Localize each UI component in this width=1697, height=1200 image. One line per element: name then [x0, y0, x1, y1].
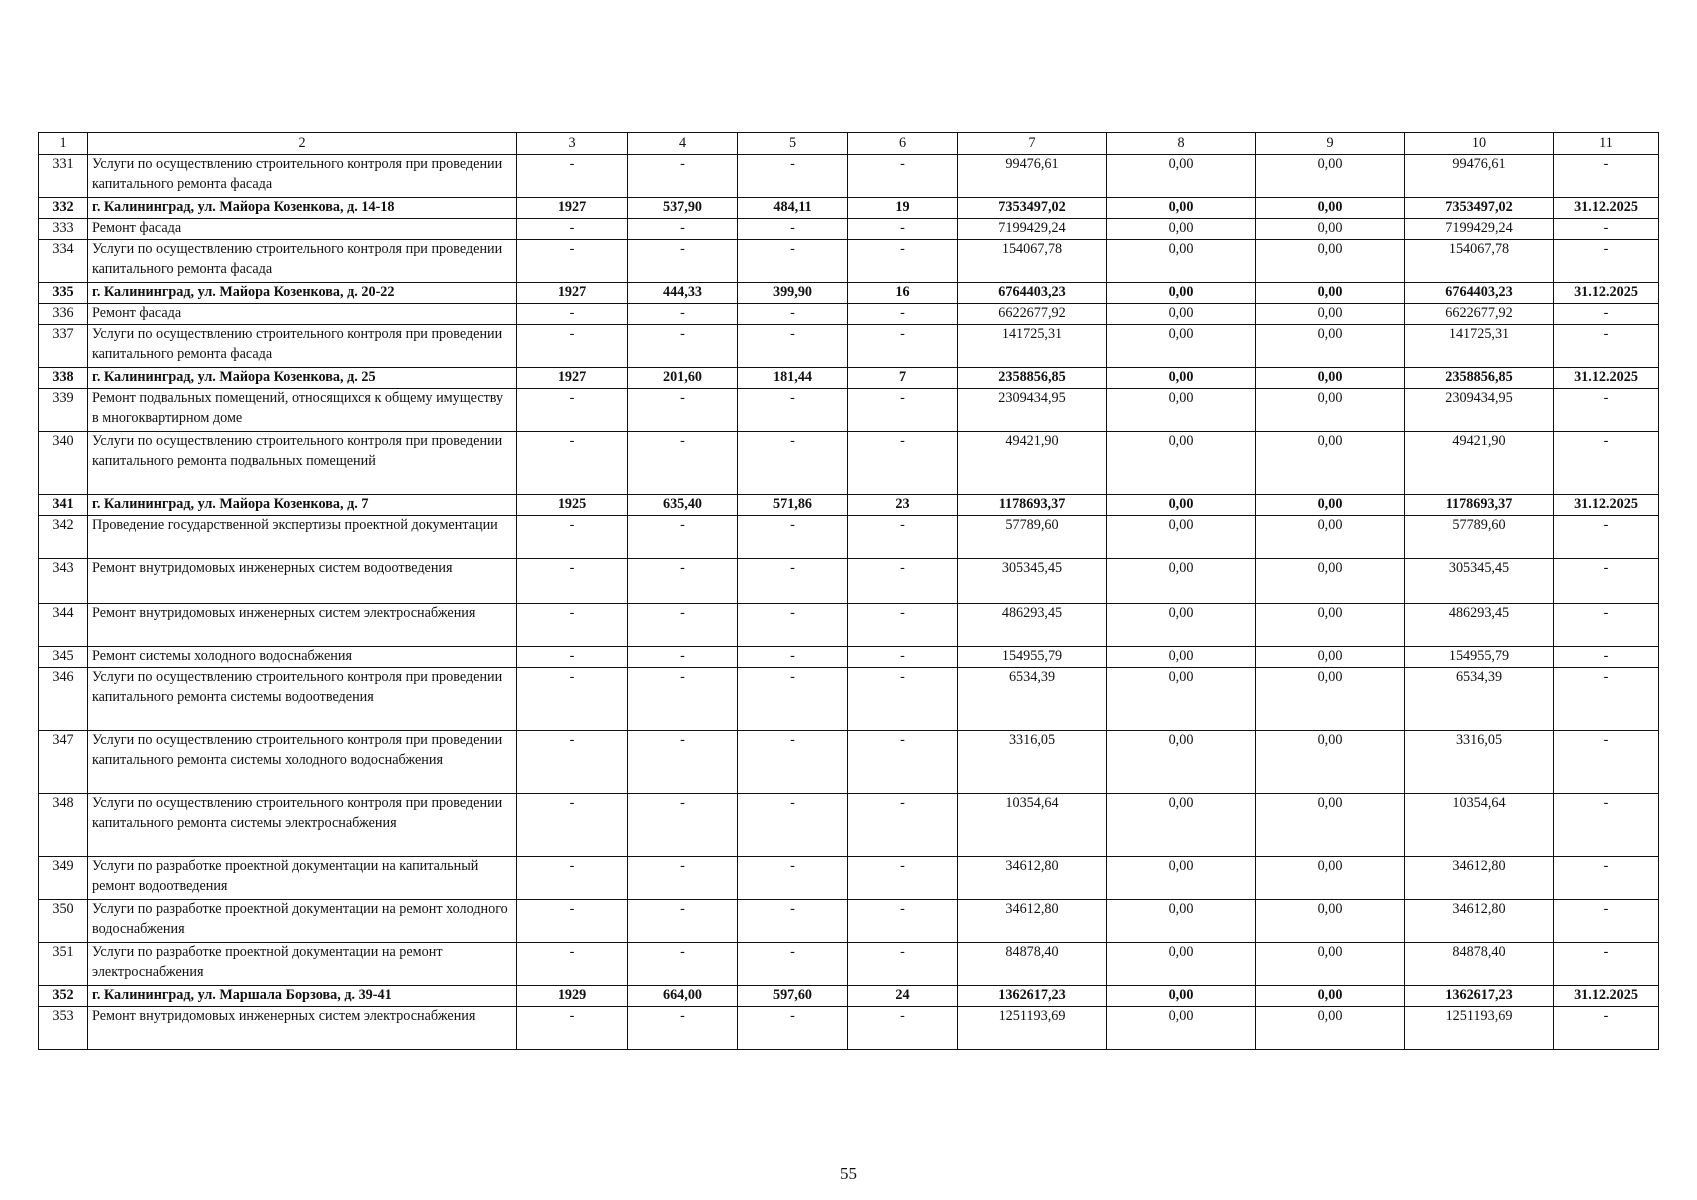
col-4-cell: - [628, 857, 738, 900]
page-number: 55 [840, 1164, 857, 1183]
col-3-cell: - [517, 943, 628, 986]
col-10-cell: 34612,80 [1405, 857, 1554, 900]
col-5-cell: - [738, 559, 848, 604]
col-9-cell: 0,00 [1256, 559, 1405, 604]
col-5-cell: - [738, 325, 848, 368]
col-7-cell: 154067,78 [958, 240, 1107, 283]
col-7-cell: 305345,45 [958, 559, 1107, 604]
table-row [39, 604, 1659, 647]
col-3-cell: - [517, 647, 628, 668]
col-6-cell: - [848, 325, 958, 368]
col-10-cell: 7199429,24 [1405, 219, 1554, 240]
col-7-cell: 10354,64 [958, 794, 1107, 857]
col-8-cell: 0,00 [1107, 943, 1256, 986]
table-row [39, 794, 1659, 857]
column-header: 1 [39, 133, 88, 155]
col-8-cell: 0,00 [1107, 794, 1256, 857]
col-10-cell: 1178693,37 [1405, 495, 1554, 516]
col-4-cell: - [628, 1007, 738, 1050]
col-9-cell: 0,00 [1256, 368, 1405, 389]
col-9-cell: 0,00 [1256, 943, 1405, 986]
row-number-cell: 337 [39, 325, 88, 368]
col-3-cell: - [517, 325, 628, 368]
row-number-cell: 333 [39, 219, 88, 240]
col-4-cell: - [628, 219, 738, 240]
col-7-cell: 6534,39 [958, 668, 1107, 731]
col-3-cell: - [517, 900, 628, 943]
work-name-cell: Ремонт фасада [88, 304, 517, 325]
col-8-cell: 0,00 [1107, 304, 1256, 325]
work-name-cell: Услуги по осуществлению строительного контроля при проведении капитального ремонта подвальных помещений [88, 432, 517, 495]
row-number-cell: 338 [39, 368, 88, 389]
row-number-cell: 346 [39, 668, 88, 731]
col-6-cell: - [848, 1007, 958, 1050]
table-row [39, 647, 1659, 668]
table-row [39, 389, 1659, 432]
col-9-cell: 0,00 [1256, 325, 1405, 368]
row-number-cell: 332 [39, 198, 88, 219]
work-name-cell: Проведение государственной экспертизы проектной документации [88, 516, 517, 559]
col-6-cell: - [848, 559, 958, 604]
col-10-cell: 57789,60 [1405, 516, 1554, 559]
col-4-cell: - [628, 604, 738, 647]
col-8-cell: 0,00 [1107, 283, 1256, 304]
col-11-cell: 31.12.2025 [1554, 368, 1659, 389]
col-7-cell: 6622677,92 [958, 304, 1107, 325]
col-8-cell: 0,00 [1107, 325, 1256, 368]
row-number-cell: 339 [39, 389, 88, 432]
col-5-cell: - [738, 240, 848, 283]
col-8-cell: 0,00 [1107, 986, 1256, 1007]
col-5-cell: - [738, 516, 848, 559]
work-name-cell: Услуги по разработке проектной документации на ремонт холодного водоснабжения [88, 900, 517, 943]
col-11-cell: - [1554, 731, 1659, 794]
col-3-cell: - [517, 389, 628, 432]
col-7-cell: 1178693,37 [958, 495, 1107, 516]
col-7-cell: 7199429,24 [958, 219, 1107, 240]
col-11-cell: 31.12.2025 [1554, 283, 1659, 304]
col-11-cell: - [1554, 604, 1659, 647]
col-8-cell: 0,00 [1107, 155, 1256, 198]
address-row [39, 283, 1659, 304]
col-3-cell: - [517, 857, 628, 900]
row-number-cell: 334 [39, 240, 88, 283]
work-name-cell: Услуги по осуществлению строительного контроля при проведении капитального ремонта системы холодного водоснабжения [88, 731, 517, 794]
table-row [39, 1007, 1659, 1050]
col-3-cell: - [517, 1007, 628, 1050]
col-10-cell: 305345,45 [1405, 559, 1554, 604]
table-row [39, 559, 1659, 604]
address-row [39, 368, 1659, 389]
col-6-cell: 19 [848, 198, 958, 219]
table-row [39, 731, 1659, 794]
col-10-cell: 6534,39 [1405, 668, 1554, 731]
col-4-cell: - [628, 731, 738, 794]
col-7-cell: 34612,80 [958, 857, 1107, 900]
table-row [39, 432, 1659, 495]
work-name-cell: Ремонт внутридомовых инженерных систем водоотведения [88, 559, 517, 604]
col-8-cell: 0,00 [1107, 559, 1256, 604]
col-6-cell: 24 [848, 986, 958, 1007]
col-11-cell: 31.12.2025 [1554, 495, 1659, 516]
col-5-cell: - [738, 219, 848, 240]
col-5-cell: - [738, 155, 848, 198]
col-5-cell: 484,11 [738, 198, 848, 219]
work-name-cell: Ремонт подвальных помещений, относящихся к общему имуществу в многоквартирном доме [88, 389, 517, 432]
col-11-cell: - [1554, 559, 1659, 604]
col-9-cell: 0,00 [1256, 219, 1405, 240]
col-9-cell: 0,00 [1256, 432, 1405, 495]
capital-repair-table [38, 132, 1659, 1050]
col-7-cell: 49421,90 [958, 432, 1107, 495]
col-3-cell: 1927 [517, 283, 628, 304]
col-4-cell: - [628, 304, 738, 325]
col-5-cell: - [738, 604, 848, 647]
col-8-cell: 0,00 [1107, 857, 1256, 900]
work-name-cell: г. Калининград, ул. Майора Козенкова, д. 20-22 [88, 283, 517, 304]
col-6-cell: - [848, 668, 958, 731]
col-7-cell: 3316,05 [958, 731, 1107, 794]
col-9-cell: 0,00 [1256, 647, 1405, 668]
col-3-cell: - [517, 516, 628, 559]
row-number-cell: 345 [39, 647, 88, 668]
column-header: 3 [517, 133, 628, 155]
address-row [39, 986, 1659, 1007]
col-7-cell: 7353497,02 [958, 198, 1107, 219]
col-5-cell: 597,60 [738, 986, 848, 1007]
row-number-cell: 344 [39, 604, 88, 647]
col-3-cell: - [517, 240, 628, 283]
col-10-cell: 154067,78 [1405, 240, 1554, 283]
col-10-cell: 49421,90 [1405, 432, 1554, 495]
col-4-cell: 537,90 [628, 198, 738, 219]
col-5-cell: - [738, 731, 848, 794]
col-3-cell: 1925 [517, 495, 628, 516]
column-header: 9 [1256, 133, 1405, 155]
row-number-cell: 348 [39, 794, 88, 857]
work-name-cell: Услуги по осуществлению строительного контроля при проведении капитального ремонта фасада [88, 325, 517, 368]
col-4-cell: - [628, 794, 738, 857]
col-9-cell: 0,00 [1256, 1007, 1405, 1050]
work-name-cell: Услуги по осуществлению строительного контроля при проведении капитального ремонта фасада [88, 240, 517, 283]
col-6-cell: 23 [848, 495, 958, 516]
col-6-cell: - [848, 219, 958, 240]
column-header: 8 [1107, 133, 1256, 155]
table-row [39, 943, 1659, 986]
table-row [39, 516, 1659, 559]
work-name-cell: г. Калининград, ул. Майора Козенкова, д. 7 [88, 495, 517, 516]
col-9-cell: 0,00 [1256, 198, 1405, 219]
col-4-cell: 201,60 [628, 368, 738, 389]
col-3-cell: - [517, 432, 628, 495]
col-8-cell: 0,00 [1107, 647, 1256, 668]
table-row [39, 325, 1659, 368]
col-11-cell: 31.12.2025 [1554, 198, 1659, 219]
col-10-cell: 141725,31 [1405, 325, 1554, 368]
work-name-cell: Ремонт внутридомовых инженерных систем электроснабжения [88, 604, 517, 647]
col-10-cell: 1251193,69 [1405, 1007, 1554, 1050]
col-5-cell: - [738, 943, 848, 986]
col-6-cell: - [848, 857, 958, 900]
col-6-cell: - [848, 943, 958, 986]
col-8-cell: 0,00 [1107, 516, 1256, 559]
col-4-cell: - [628, 240, 738, 283]
col-3-cell: - [517, 604, 628, 647]
col-4-cell: 635,40 [628, 495, 738, 516]
address-row [39, 495, 1659, 516]
col-10-cell: 3316,05 [1405, 731, 1554, 794]
col-7-cell: 2358856,85 [958, 368, 1107, 389]
col-10-cell: 6622677,92 [1405, 304, 1554, 325]
col-4-cell: - [628, 900, 738, 943]
row-number-cell: 350 [39, 900, 88, 943]
col-7-cell: 2309434,95 [958, 389, 1107, 432]
table-row [39, 304, 1659, 325]
column-header: 2 [88, 133, 517, 155]
col-10-cell: 486293,45 [1405, 604, 1554, 647]
col-9-cell: 0,00 [1256, 240, 1405, 283]
col-6-cell: - [848, 794, 958, 857]
col-3-cell: 1927 [517, 368, 628, 389]
col-8-cell: 0,00 [1107, 900, 1256, 943]
col-6-cell: - [848, 647, 958, 668]
col-4-cell: - [628, 325, 738, 368]
row-number-cell: 336 [39, 304, 88, 325]
column-header: 4 [628, 133, 738, 155]
col-9-cell: 0,00 [1256, 155, 1405, 198]
col-3-cell: 1929 [517, 986, 628, 1007]
col-3-cell: 1927 [517, 198, 628, 219]
col-4-cell: 444,33 [628, 283, 738, 304]
col-3-cell: - [517, 794, 628, 857]
col-5-cell: - [738, 794, 848, 857]
col-3-cell: - [517, 668, 628, 731]
col-7-cell: 154955,79 [958, 647, 1107, 668]
col-3-cell: - [517, 731, 628, 794]
table-row [39, 857, 1659, 900]
col-5-cell: - [738, 647, 848, 668]
col-10-cell: 154955,79 [1405, 647, 1554, 668]
col-5-cell: - [738, 668, 848, 731]
col-5-cell: - [738, 1007, 848, 1050]
table-row [39, 240, 1659, 283]
table-row [39, 155, 1659, 198]
col-10-cell: 84878,40 [1405, 943, 1554, 986]
row-number-cell: 352 [39, 986, 88, 1007]
col-4-cell: - [628, 155, 738, 198]
work-name-cell: Услуги по осуществлению строительного контроля при проведении капитального ремонта системы электроснабжения [88, 794, 517, 857]
column-header: 5 [738, 133, 848, 155]
col-5-cell: 181,44 [738, 368, 848, 389]
col-9-cell: 0,00 [1256, 857, 1405, 900]
col-4-cell: - [628, 432, 738, 495]
work-name-cell: Услуги по разработке проектной документации на ремонт электроснабжения [88, 943, 517, 986]
col-7-cell: 84878,40 [958, 943, 1107, 986]
row-number-cell: 351 [39, 943, 88, 986]
row-number-cell: 347 [39, 731, 88, 794]
col-4-cell: - [628, 389, 738, 432]
work-name-cell: Услуги по осуществлению строительного контроля при проведении капитального ремонта фасада [88, 155, 517, 198]
work-name-cell: Услуги по осуществлению строительного контроля при проведении капитального ремонта системы водоотведения [88, 668, 517, 731]
col-10-cell: 7353497,02 [1405, 198, 1554, 219]
col-11-cell: - [1554, 240, 1659, 283]
address-row [39, 198, 1659, 219]
col-11-cell: - [1554, 304, 1659, 325]
col-8-cell: 0,00 [1107, 668, 1256, 731]
col-6-cell: - [848, 731, 958, 794]
col-6-cell: - [848, 389, 958, 432]
work-name-cell: г. Калининград, ул. Маршала Борзова, д. 39-41 [88, 986, 517, 1007]
row-number-cell: 341 [39, 495, 88, 516]
col-3-cell: - [517, 219, 628, 240]
row-number-cell: 342 [39, 516, 88, 559]
col-9-cell: 0,00 [1256, 389, 1405, 432]
col-10-cell: 34612,80 [1405, 900, 1554, 943]
col-4-cell: - [628, 668, 738, 731]
col-11-cell: - [1554, 1007, 1659, 1050]
col-11-cell: - [1554, 647, 1659, 668]
col-11-cell: 31.12.2025 [1554, 986, 1659, 1007]
col-9-cell: 0,00 [1256, 794, 1405, 857]
col-5-cell: - [738, 900, 848, 943]
col-7-cell: 141725,31 [958, 325, 1107, 368]
col-9-cell: 0,00 [1256, 668, 1405, 731]
col-9-cell: 0,00 [1256, 900, 1405, 943]
col-6-cell: - [848, 516, 958, 559]
col-5-cell: - [738, 857, 848, 900]
col-10-cell: 6764403,23 [1405, 283, 1554, 304]
col-5-cell: - [738, 304, 848, 325]
column-header: 7 [958, 133, 1107, 155]
col-8-cell: 0,00 [1107, 240, 1256, 283]
col-9-cell: 0,00 [1256, 516, 1405, 559]
col-8-cell: 0,00 [1107, 368, 1256, 389]
col-5-cell: - [738, 432, 848, 495]
col-6-cell: - [848, 604, 958, 647]
col-6-cell: 7 [848, 368, 958, 389]
work-name-cell: Ремонт фасада [88, 219, 517, 240]
col-11-cell: - [1554, 943, 1659, 986]
column-header: 11 [1554, 133, 1659, 155]
col-3-cell: - [517, 304, 628, 325]
col-7-cell: 1362617,23 [958, 986, 1107, 1007]
col-7-cell: 57789,60 [958, 516, 1107, 559]
col-9-cell: 0,00 [1256, 283, 1405, 304]
col-10-cell: 1362617,23 [1405, 986, 1554, 1007]
col-8-cell: 0,00 [1107, 198, 1256, 219]
work-name-cell: Ремонт внутридомовых инженерных систем электроснабжения [88, 1007, 517, 1050]
col-9-cell: 0,00 [1256, 495, 1405, 516]
col-4-cell: - [628, 559, 738, 604]
col-11-cell: - [1554, 900, 1659, 943]
col-6-cell: - [848, 304, 958, 325]
col-11-cell: - [1554, 668, 1659, 731]
work-name-cell: г. Калининград, ул. Майора Козенкова, д. 14-18 [88, 198, 517, 219]
col-7-cell: 99476,61 [958, 155, 1107, 198]
row-number-cell: 349 [39, 857, 88, 900]
col-11-cell: - [1554, 432, 1659, 495]
col-10-cell: 2309434,95 [1405, 389, 1554, 432]
col-9-cell: 0,00 [1256, 731, 1405, 794]
col-5-cell: 571,86 [738, 495, 848, 516]
col-11-cell: - [1554, 219, 1659, 240]
work-name-cell: Ремонт системы холодного водоснабжения [88, 647, 517, 668]
col-8-cell: 0,00 [1107, 604, 1256, 647]
col-11-cell: - [1554, 389, 1659, 432]
row-number-cell: 343 [39, 559, 88, 604]
col-6-cell: - [848, 240, 958, 283]
col-5-cell: 399,90 [738, 283, 848, 304]
work-name-cell: г. Калининград, ул. Майора Козенкова, д. 25 [88, 368, 517, 389]
col-6-cell: 16 [848, 283, 958, 304]
col-8-cell: 0,00 [1107, 389, 1256, 432]
table-row [39, 668, 1659, 731]
col-8-cell: 0,00 [1107, 731, 1256, 794]
col-3-cell: - [517, 155, 628, 198]
col-8-cell: 0,00 [1107, 219, 1256, 240]
col-11-cell: - [1554, 325, 1659, 368]
work-name-cell: Услуги по разработке проектной документации на капитальный ремонт водоотведения [88, 857, 517, 900]
col-11-cell: - [1554, 155, 1659, 198]
col-4-cell: - [628, 516, 738, 559]
col-11-cell: - [1554, 516, 1659, 559]
col-4-cell: - [628, 943, 738, 986]
col-4-cell: - [628, 647, 738, 668]
col-7-cell: 486293,45 [958, 604, 1107, 647]
col-11-cell: - [1554, 857, 1659, 900]
row-number-cell: 353 [39, 1007, 88, 1050]
col-11-cell: - [1554, 794, 1659, 857]
column-header: 10 [1405, 133, 1554, 155]
col-9-cell: 0,00 [1256, 604, 1405, 647]
table-row [39, 219, 1659, 240]
col-9-cell: 0,00 [1256, 304, 1405, 325]
col-6-cell: - [848, 155, 958, 198]
col-7-cell: 1251193,69 [958, 1007, 1107, 1050]
col-7-cell: 6764403,23 [958, 283, 1107, 304]
col-3-cell: - [517, 559, 628, 604]
col-10-cell: 10354,64 [1405, 794, 1554, 857]
col-7-cell: 34612,80 [958, 900, 1107, 943]
col-6-cell: - [848, 432, 958, 495]
row-number-cell: 340 [39, 432, 88, 495]
col-4-cell: 664,00 [628, 986, 738, 1007]
col-10-cell: 2358856,85 [1405, 368, 1554, 389]
col-9-cell: 0,00 [1256, 986, 1405, 1007]
table-row [39, 900, 1659, 943]
row-number-cell: 335 [39, 283, 88, 304]
column-header: 6 [848, 133, 958, 155]
col-5-cell: - [738, 389, 848, 432]
col-8-cell: 0,00 [1107, 495, 1256, 516]
col-8-cell: 0,00 [1107, 1007, 1256, 1050]
col-10-cell: 99476,61 [1405, 155, 1554, 198]
col-8-cell: 0,00 [1107, 432, 1256, 495]
row-number-cell: 331 [39, 155, 88, 198]
col-6-cell: - [848, 900, 958, 943]
column-number-row [39, 133, 1659, 155]
